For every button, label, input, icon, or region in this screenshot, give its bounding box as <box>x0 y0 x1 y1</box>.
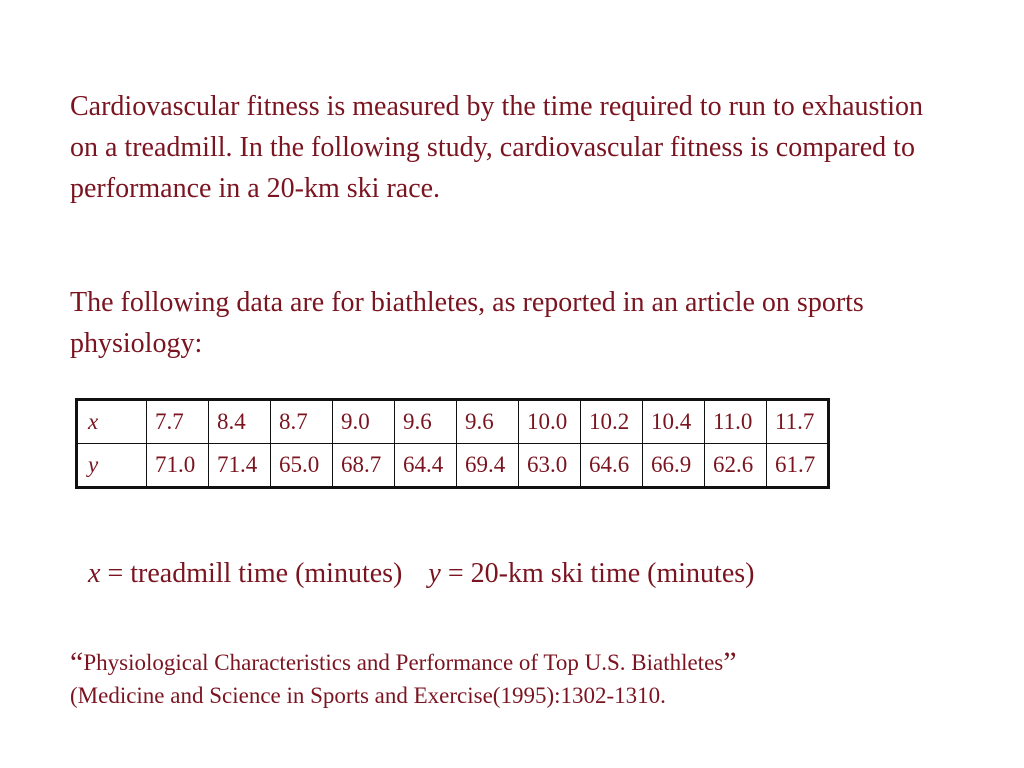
table-cell: 69.4 <box>457 444 519 488</box>
citation-source: (Medicine and Science in Sports and Exercise(1995):1302-1310. <box>70 683 666 708</box>
citation-open-quote: “ <box>70 646 84 679</box>
table-cell: 68.7 <box>333 444 395 488</box>
table-cell: 7.7 <box>147 400 209 444</box>
table-cell: 11.0 <box>705 400 767 444</box>
data-intro-paragraph: The following data are for biathletes, as reported in an article on sports physiology: <box>70 287 864 359</box>
citation-title: Physiological Characteristics and Performance of Top U.S. Biathletes <box>83 650 724 675</box>
table-cell: 9.6 <box>395 400 457 444</box>
table-cell: 10.2 <box>581 400 643 444</box>
table-row-y <box>77 444 829 488</box>
table-cell: 9.6 <box>457 400 519 444</box>
row-label-x: x <box>77 400 147 444</box>
row-label-y: y <box>77 444 147 488</box>
table-cell: 8.7 <box>271 400 333 444</box>
intro-paragraph: Cardiovascular fitness is measured by the time required to run to exhaustion on a treadmill. In the following study, cardiovascular fitness is compared to performance in a 20-km ski race. <box>70 91 924 204</box>
table-cell: 63.0 <box>519 444 581 488</box>
table-cell: 64.4 <box>395 444 457 488</box>
table-cell: 64.6 <box>581 444 643 488</box>
table-cell: 9.0 <box>333 400 395 444</box>
table-cell: 10.4 <box>643 400 705 444</box>
data-table-body <box>77 400 829 488</box>
x-variable: x <box>88 558 101 589</box>
table-cell: 71.4 <box>209 444 271 488</box>
citation-close-quote: ” <box>723 646 737 679</box>
data-table <box>75 398 830 489</box>
table-cell: 11.7 <box>767 400 829 444</box>
table-cell: 10.0 <box>519 400 581 444</box>
table-row-x <box>77 400 829 444</box>
table-cell: 66.9 <box>643 444 705 488</box>
y-variable: y <box>428 558 441 589</box>
table-cell: 62.6 <box>705 444 767 488</box>
x-definition: = treadmill time (minutes) <box>100 558 403 589</box>
table-cell: 71.0 <box>147 444 209 488</box>
variable-definitions <box>88 556 754 592</box>
y-definition: = 20-km ski time (minutes) <box>440 558 755 589</box>
table-cell: 65.0 <box>271 444 333 488</box>
citation <box>70 646 970 712</box>
table-cell: 8.4 <box>209 400 271 444</box>
table-cell: 61.7 <box>767 444 829 488</box>
